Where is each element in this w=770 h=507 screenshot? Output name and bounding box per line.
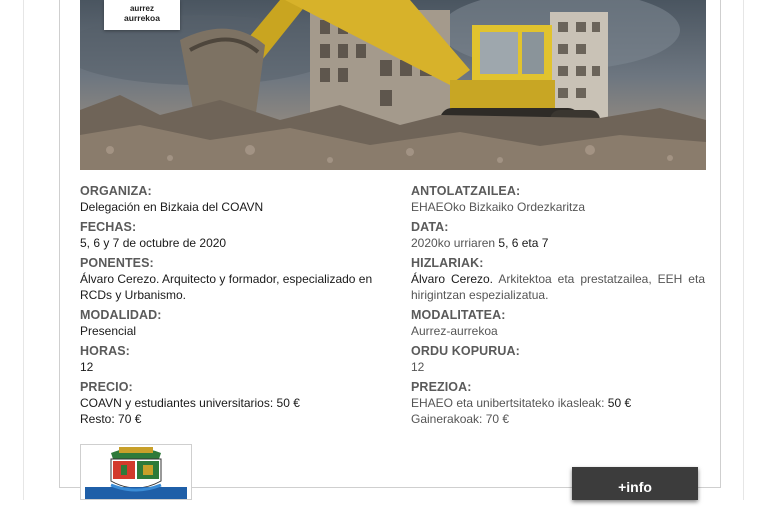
antolatzailea-value: EHAEOko Bizkaiko Ordezkaritza [411,200,586,214]
spanish-column [80,183,380,431]
antolatzailea-label: ANTOLATZAILEA: [411,184,521,198]
modalitatea-label: MODALITATEA: [411,308,506,322]
hizlariak-label: HIZLARIAK: [411,256,484,270]
modality-badge [104,0,180,30]
data-value [411,235,705,251]
horas-label: HORAS: [80,344,130,358]
organiza-label: ORGANIZA: [80,184,152,198]
prezioa-value-1b: 50 € [607,396,632,410]
more-info-button[interactable]: +info [572,467,698,500]
hizlariak-value [411,271,705,303]
precio-label: PRECIO: [80,380,133,394]
ordu-kopurua-label: ORDU KOPURUA: [411,344,520,358]
modalidad-value: Presencial [80,324,137,338]
data-value-b: 5, 6 eta 7 [498,236,549,250]
prezioa-value-2: Gainerakoak: 70 € [411,412,510,426]
coat-of-arms-icon [81,445,191,500]
hizlariak-name: Álvaro Cerezo. [411,272,494,286]
coat-of-arms-logo [80,444,192,500]
fechas-label: FECHAS: [80,220,137,234]
modalitatea-value: Aurrez-aurrekoa [411,324,498,338]
hizlariak-desc: Arkitektoa eta prestatzailea, EEH eta hirigintzan espezializatua. [411,272,705,302]
precio-value-1: COAVN y estudiantes universitarios: 50 € [80,396,300,410]
prezioa-value-1a: EHAEO eta unibertsitateko ikasleak: [411,396,605,410]
badge-line-2: aurrekoa [124,13,160,23]
basque-column [411,183,705,431]
data-value-a: 2020ko urriaren [411,236,496,250]
data-label: DATA: [411,220,449,234]
organiza-value: Delegación en Bizkaia del COAVN [80,200,264,214]
ordu-kopurua-value: 12 [411,360,425,374]
modalidad-label: MODALIDAD: [80,308,162,322]
badge-line-1: aurrez [129,4,154,13]
ponentes-label: PONENTES: [80,256,154,270]
ponentes-value: Álvaro Cerezo. Arquitecto y formador, especializado en RCDs y Urbanismo. [80,272,373,302]
precio-value-2: Resto: 70 € [80,412,142,426]
fechas-value: 5, 6 y 7 de octubre de 2020 [80,236,227,250]
prezioa-label: PREZIOA: [411,380,472,394]
prezioa-value-1 [411,395,705,411]
horas-value: 12 [80,360,94,374]
